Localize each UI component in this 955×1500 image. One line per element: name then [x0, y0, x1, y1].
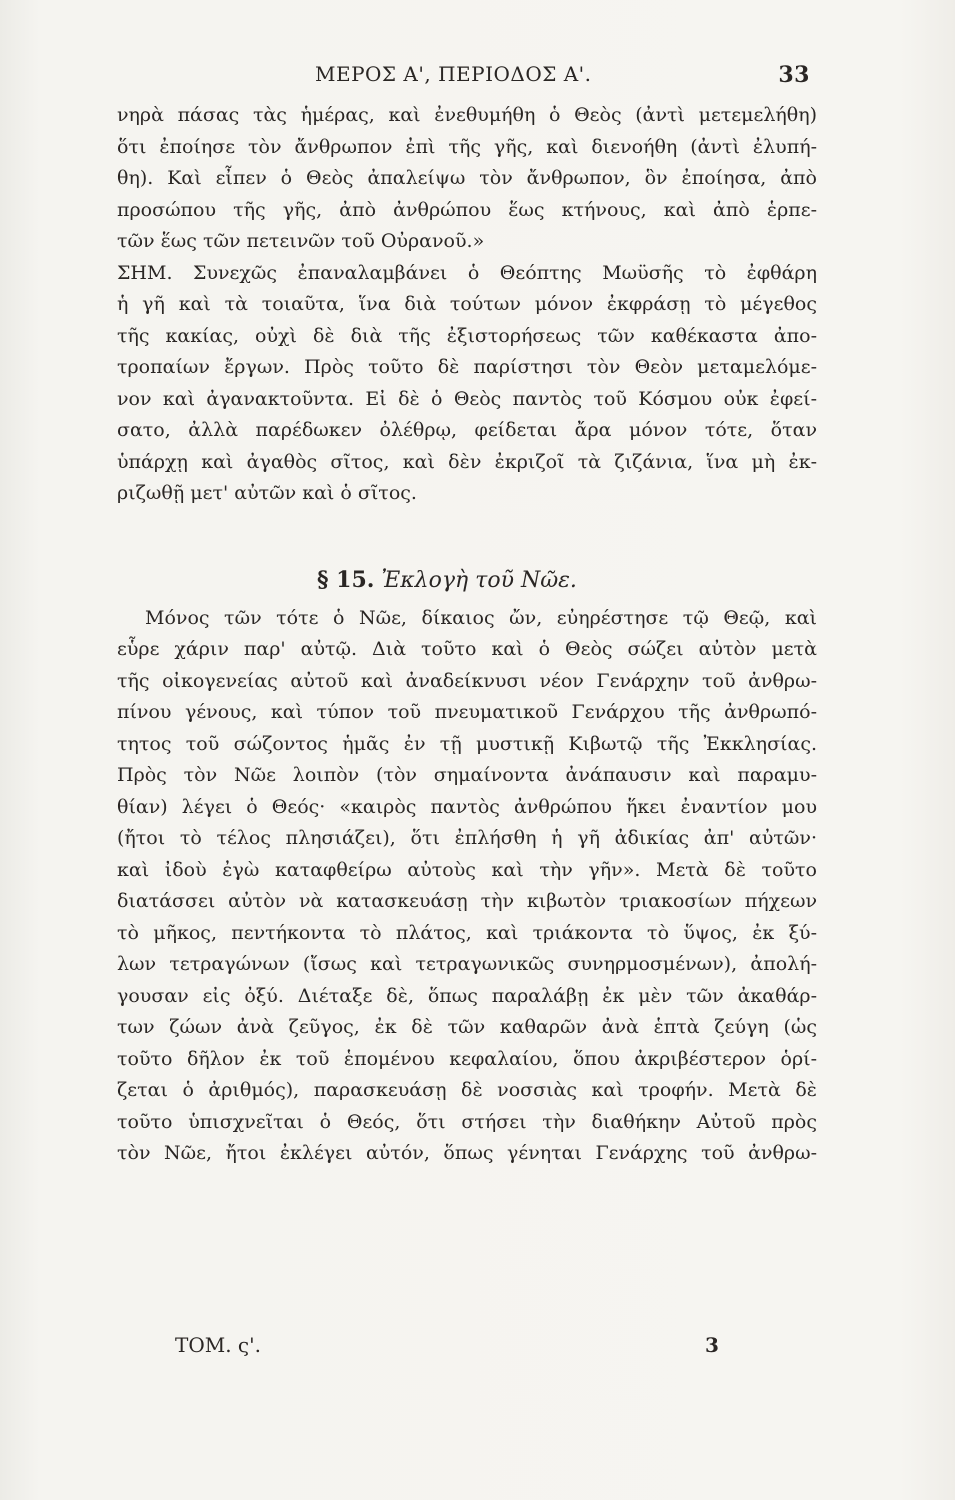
section-number: § 15.: [317, 566, 375, 593]
page-header: [120, 62, 810, 88]
text-line: ριζωθῇ μετ' αὐτῶν καὶ ὁ σῖτος.: [117, 482, 417, 504]
volume-mark: ΤΟΜ. ς'.: [175, 1333, 261, 1357]
text-line: πίνου γένους, καὶ τύπον τοῦ πνευματικοῦ Γενάρχου τῆς ἀνθρωπό-: [117, 701, 817, 723]
text-line: Μόνος τῶν τότε ὁ Νῶε, δίκαιος ὤν, εὐηρέστησε τῷ Θεῷ, καὶ: [145, 606, 817, 629]
section-title: Ἐκλογὴ τοῦ Νῶε.: [381, 567, 577, 593]
text-line: εὗρε χάριν παρ' αὐτῷ. Διὰ τοῦτο καὶ ὁ Θεὸς σώζει αὐτὸν μετὰ: [117, 638, 817, 660]
text-line: ὅτι ἐποίησε τὸν ἄνθρωπον ἐπὶ τῆς γῆς, καὶ διενοήθη (ἀντὶ ἐλυπή-: [117, 135, 817, 158]
text-line: τῆς κακίας, οὐχὶ δὲ διὰ τῆς ἐξιστορήσεως τῶν καθέκαστα ἀπο-: [117, 324, 817, 347]
body-text: [117, 100, 817, 1170]
text-line: τῆς οἰκογενείας αὐτοῦ καὶ ἀναδείκνυσι νέον Γενάρχην τοῦ ἀνθρω-: [117, 669, 817, 692]
text-line: καὶ ἰδοὺ ἐγὼ καταφθείρω αὐτοὺς καὶ τὴν γῆν». Μετὰ δὲ τοῦτο: [117, 858, 817, 881]
text-line: τῶν ἕως τῶν πετεινῶν τοῦ Οὐρανοῦ.»: [117, 230, 485, 252]
text-line: νηρὰ πάσας τὰς ἡμέρας, καὶ ἐνεθυμήθη ὁ Θεὸς (ἀντὶ μετεμελήθη): [117, 104, 817, 126]
paragraph-1: [117, 100, 817, 258]
text-line: ζεται ὁ ἀριθμός), παρασκευάσῃ δὲ νοσσιὰς καὶ τροφήν. Μετὰ δὲ: [117, 1079, 817, 1101]
text-line: διατάσσει αὐτὸν νὰ κατασκευάσῃ τὴν κιβωτὸν τριακοσίων πήχεων: [117, 890, 817, 912]
paragraph-2: [117, 603, 817, 1170]
page-number: 33: [778, 62, 810, 88]
text-line: θίαν) λέγει ὁ Θεός· «καιρὸς παντὸς ἀνθρώπου ἥκει ἐναντίον μου: [117, 795, 817, 818]
text-line: νον καὶ ἀγανακτοῦντα. Εἰ δὲ ὁ Θεὸς παντὸς τοῦ Κόσμου οὐκ ἐφεί-: [117, 387, 817, 410]
text-line: τητος τοῦ σώζοντος ἡμᾶς ἐν τῇ μυστικῇ Κιβωτῷ τῆς Ἐκκλησίας.: [117, 732, 817, 755]
text-line: τοῦτο δῆλον ἐκ τοῦ ἑπομένου κεφαλαίου, ὅπου ἀκριβέστερον ὁρί-: [117, 1047, 817, 1070]
text-line: τοῦτο ὑπισχνεῖται ὁ Θεός, ὅτι στήσει τὴν διαθήκην Αὐτοῦ πρὸς: [117, 1110, 817, 1133]
section-heading: [117, 557, 817, 603]
text-line: θη). Καὶ εἶπεν ὁ Θεὸς ἀπαλείψω τὸν ἄνθρωπον, ὃν ἐποίησα, ἀπὸ: [117, 167, 817, 189]
running-title: ΜΕΡΟΣ Α', ΠΕΡΙΟΔΟΣ Α'.: [315, 62, 592, 86]
section-spacer: [117, 510, 817, 557]
text-line: σατο, ἀλλὰ παρέδωκεν ὀλέθρῳ, φείδεται ἄρα μόνον τότε, ὅταν: [117, 419, 817, 441]
text-line: τὸ μῆκος, πεντήκοντα τὸ πλάτος, καὶ τριάκοντα τὸ ὕψος, ἐκ ξύ-: [117, 921, 817, 944]
text-line: προσώπου τῆς γῆς, ἀπὸ ἀνθρώπου ἕως κτήνους, καὶ ἀπὸ ἑρπε-: [117, 198, 817, 221]
note-paragraph: [117, 258, 817, 510]
text-line: τὸν Νῶε, ἤτοι ἐκλέγει αὐτόν, ὅπως γένηται Γενάρχης τοῦ ἀνθρω-: [117, 1142, 817, 1164]
text-line: γουσαν εἰς ὀξύ. Διέταξε δὲ, ὅπως παραλάβῃ ἐκ μὲν τῶν ἀκαθάρ-: [117, 984, 817, 1007]
text-line: Πρὸς τὸν Νῶε λοιπὸν (τὸν σημαίνοντα ἀνάπαυσιν καὶ παραμυ-: [117, 764, 817, 786]
text-line: ἡ γῆ καὶ τὰ τοιαῦτα, ἵνα διὰ τούτων μόνον ἐκφράσῃ τὸ μέγεθος: [117, 293, 817, 315]
text-line: τροπαίων ἔργων. Πρὸς τοῦτο δὲ παρίστησι τὸν Θεὸν μεταμελόμε-: [117, 356, 817, 378]
signature-mark: 3: [705, 1333, 719, 1357]
text-line: (ἤτοι τὸ τέλος πλησιάζει), ὅτι ἐπλήσθη ἡ γῆ ἀδικίας ἀπ' αὐτῶν·: [117, 827, 817, 849]
text-line: λων τετραγώνων (ἴσως καὶ τετραγωνικῶς συνηρμοσμένων), ἀπολή-: [117, 953, 817, 975]
page-footer: [175, 1333, 735, 1363]
text-line: ὑπάρχῃ καὶ ἀγαθὸς σῖτος, καὶ δὲν ἐκριζοῖ τὰ ζιζάνια, ἵνα μὴ ἐκ-: [117, 450, 817, 473]
text-line: των ζώων ἀνὰ ζεῦγος, ἐκ δὲ τῶν καθαρῶν ἀνὰ ἑπτὰ ζεύγη (ὡς: [117, 1016, 817, 1038]
text-line: ΣΗΜ. Συνεχῶς ἐπαναλαμβάνει ὁ Θεόπτης Μωϋσῆς τὸ ἐφθάρη: [117, 261, 817, 284]
